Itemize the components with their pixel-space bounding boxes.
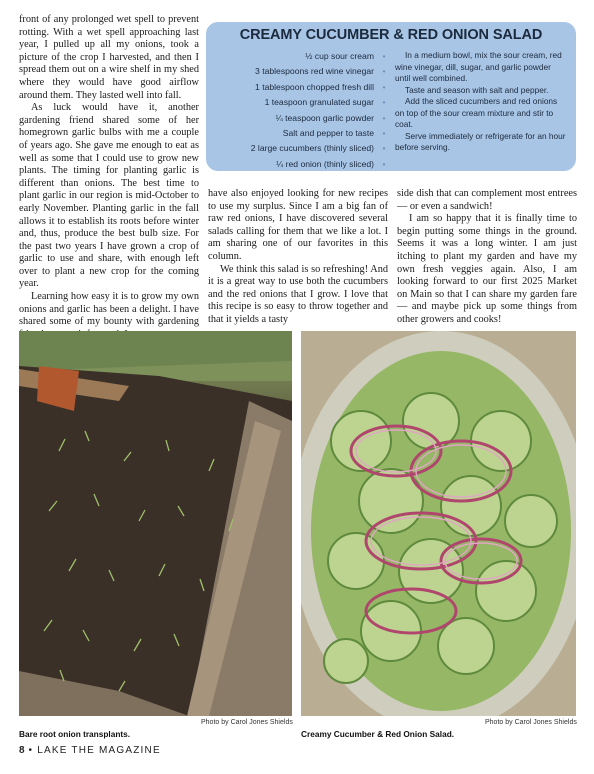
ingredient-item: Salt and pepper to taste <box>282 128 374 139</box>
salad-photo <box>301 331 576 716</box>
direction-step: Add the sliced cucumbers and red onions on top of the sour cream mixture and stir to coat. <box>395 96 558 129</box>
page-number: 8 <box>19 745 25 756</box>
article-paragraph: I am so happy that it is finally time to begin putting some things in the ground. Seems it was a long winter. I am just itching to plant my garden and have my own fresh veggies again. Also, I am looking forward to our first 2025 Market on Main so that I can share my garden fare — and maybe pick up some things from other growers and cooks! <box>397 213 577 325</box>
recipe-dot-divider: • • • • • • • • <box>382 52 386 169</box>
article-paragraph: front of any prolonged wet spell to prevent rotting. With a wet spell approaching last year, I pulled up all my onions, took a picture of the crop I harvested, and then I spread them out on a wire shelf in my shed where they would have good airflow around them. They lasted well into fall. <box>19 14 199 101</box>
footer-separator: • <box>28 745 34 756</box>
recipe-title: CREAMY CUCUMBER & RED ONION SALAD <box>239 27 543 43</box>
recipe-directions <box>395 50 567 154</box>
ingredient-item: 1 teaspoon granulated sugar <box>264 97 374 108</box>
article-paragraph: side dish that can complement most entrees — or even a sandwich! <box>397 188 577 212</box>
direction-step: In a medium bowl, mix the sour cream, red wine vinegar, dill, sugar, and garlic powder until well combined. <box>395 50 562 83</box>
onion-transplants-photo <box>19 331 292 716</box>
article-paragraph: Learning how easy it is to grow my own onions and garlic has been a delight. I have shared some of my bounty with gardening <box>19 291 199 328</box>
ingredient-item: ½ cup sour cream <box>305 51 374 61</box>
article-paragraph: As luck would have it, another gardening friend shared some of her homegrown garlic bulbs with me a couple of years ago. She gave me enough to eat as well as some that I could use to grow new plants. The timing for planting garlic is different than onions. The best time to plant garlic in our region is mid-October to early November. Planting garlic in the fall allows it to establish its roots before winter and, thus, produce the best bulb size. For the past two years I have grown a crop of garlic to use and share, with enough left over to plant a new crop for the coming year. <box>19 102 199 290</box>
article-column-2 <box>208 188 388 327</box>
ingredient-item: ¼ red onion (thinly sliced) <box>276 158 374 169</box>
article-column-1 <box>19 14 199 341</box>
recipe-box <box>206 22 576 171</box>
ingredient-item: 1 tablespoon chopped fresh dill <box>255 81 374 92</box>
photo-caption: Bare root onion transplants. <box>19 729 131 739</box>
ingredient-item: 2 large cucumbers (thinly sliced) <box>250 143 374 154</box>
photo-caption: Creamy Cucumber & Red Onion Salad. <box>301 729 455 739</box>
ingredient-item: 3 tablespoons red wine vinegar <box>255 66 374 77</box>
page-footer <box>19 745 161 756</box>
photo-credit: Photo by Carol Jones Shields <box>485 719 577 726</box>
direction-step: Serve immediately or refrigerate for an hour before serving. <box>395 130 566 152</box>
ingredient-item: ¼ teaspoon garlic powder <box>275 112 374 123</box>
photo-credit: Photo by Carol Jones Shields <box>201 719 293 726</box>
article-paragraph: have also enjoyed looking for new recipes to use my surplus. Since I am a big fan of raw red onions, I have discovered several salads calling for them that we like a lot. I am sharing one of our favorites in this column. <box>208 188 388 262</box>
salad-bowl-illustration <box>301 331 576 716</box>
article-column-3 <box>397 188 577 327</box>
recipe-ingredients <box>204 49 374 172</box>
direction-step: Taste and season with salt and pepper. <box>405 84 549 95</box>
raised-bed-illustration <box>19 331 292 716</box>
article-paragraph: We think this salad is so refreshing! And it is a great way to use both the cucumbers and the red onions that I grow. I love that this recipe is so easy to throw together and that it yields a tasty <box>208 263 388 325</box>
publication-name: LAKE THE MAGAZINE <box>37 745 161 756</box>
